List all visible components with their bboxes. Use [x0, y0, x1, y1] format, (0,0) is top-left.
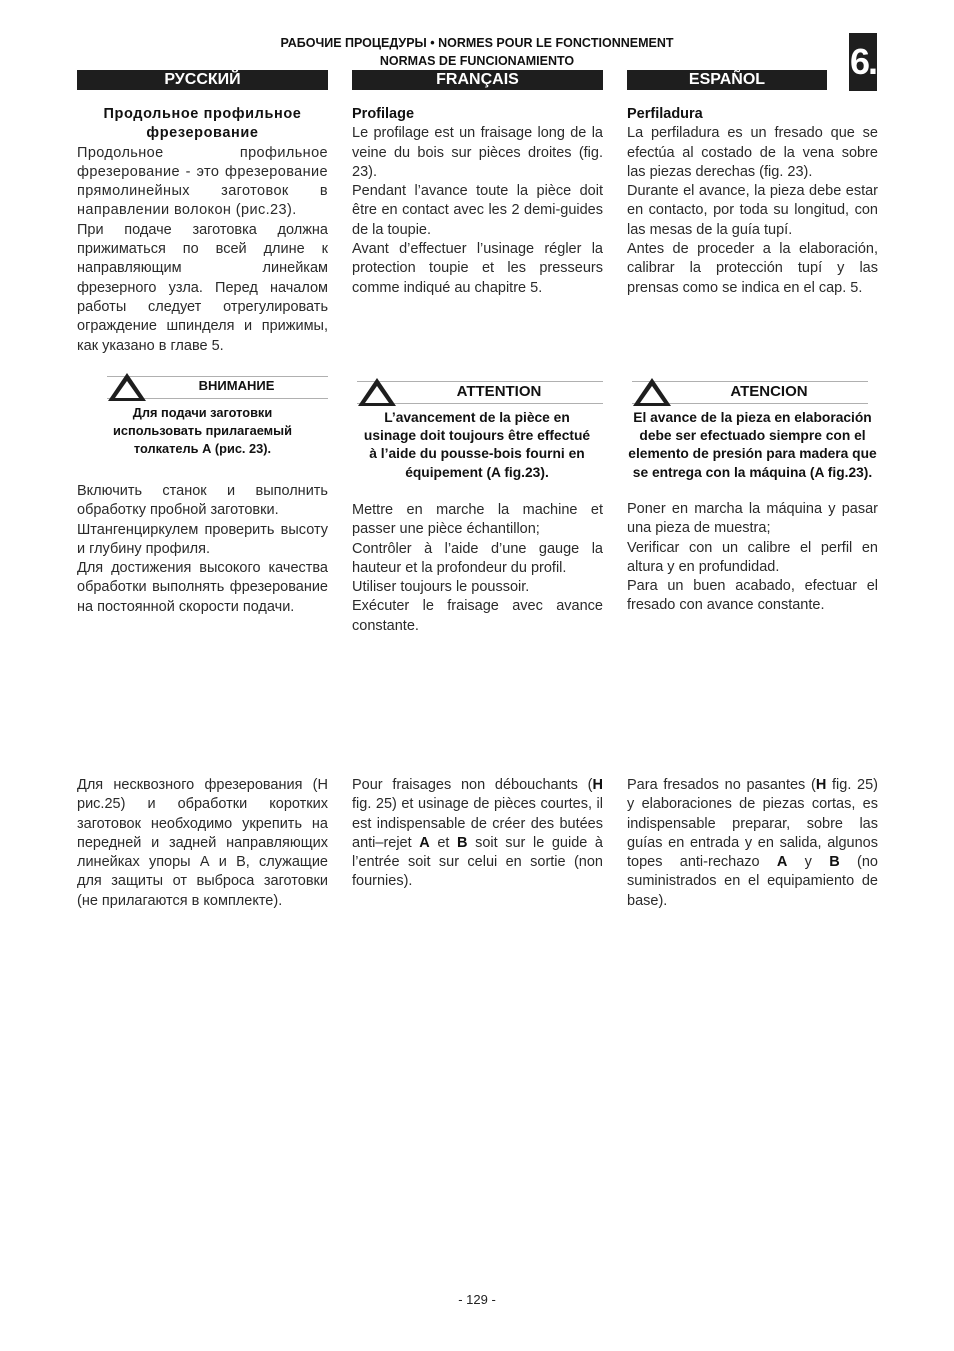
spanish-column-middle [627, 500, 878, 616]
section-header-line1: РАБОЧИЕ ПРОЦЕДУРЫ • NORMES POUR LE FONCTIONNEMENT [280, 36, 674, 50]
spanish-column-bottom [627, 776, 878, 911]
russian-warning-box [77, 376, 328, 459]
french-warning-text: L’avancement de la pièce en usinage doit toujours être effectué à l’aide du pousse-bois fourni en équipement (A fig.23). [363, 410, 591, 480]
spanish-warning-text: El avance de la pieza en elaboración debe ser efectuado siempre con el elemento de presión para madera que se entrega con la máquina (A fig.23). [628, 410, 877, 480]
russian-step-measure: Штангенциркулем проверить высоту и глубину профиля. [77, 521, 328, 557]
spanish-intro-paragraph: La perfiladura es un fresado que se efectúa al costado de la vena sobre las piezas derechas (fig. 23). [627, 125, 878, 180]
spanish-step-start: Poner en marcha la máquina y pasar una pieza de muestra; [627, 501, 878, 537]
russian-warning-label: ВНИМАНИЕ [198, 378, 275, 393]
french-setup-paragraph: Avant d’effectuer l’usinage régler la protection toupie et les presseurs comme indiqué au chapitre 5. [352, 241, 603, 296]
russian-warning-text: Для подачи заготовки использовать прилагаемый толкатель А (рис. 23). [113, 405, 292, 457]
french-intro-paragraph: Le profilage est un fraisage long de la veine du bois sur pièces droites (fig. 23). [352, 125, 603, 180]
page-number: - 129 - [458, 1292, 496, 1307]
french-column-bottom [352, 776, 603, 892]
spanish-step-gauge: Verificar con un calibre el perfil en altura y en profundidad. [627, 539, 878, 575]
french-column-middle [352, 501, 603, 636]
section-header-line2: NORMAS DE FUNCIONAMIENTO [379, 54, 575, 68]
russian-section-title: Продольное профильное фрезерование [103, 106, 302, 142]
french-section-title: Profilage [352, 106, 415, 122]
russian-step-start: Включить станок и выполнить обработку пробной заготовки. [77, 483, 328, 519]
warning-triangle-icon [632, 377, 672, 407]
french-feed-paragraph: Pendant l’avance toute la pièce doit être en contact avec les 2 demi-guides de la toupie. [352, 183, 603, 238]
warning-triangle-icon [357, 377, 397, 407]
french-stops-paragraph: Pour fraisages non débouchants (H fig. 25) et usinage de pièces courtes, il est indispensable de créer des butées anti–rejet A et B soit sur le guide à l’entrée soit sur celui en sortie (non fournies). [352, 777, 603, 890]
french-step-constant: Exécuter le fraisage avec avance constante. [352, 598, 603, 634]
russian-column-top [77, 105, 328, 356]
french-step-pusher: Utiliser toujours le poussoir. [352, 579, 530, 596]
language-bar-russian: РУССКИЙ [77, 70, 328, 90]
spanish-column-top [627, 105, 878, 298]
warning-triangle-icon [107, 372, 147, 402]
french-warning-box [327, 381, 603, 482]
russian-feed-paragraph: При подаче заготовка должна прижиматься по всей длине к направляющим линейкам фрезерного узла. Перед началом работы следует отрегулировать ограждение шпинделя и прижимы, как указано в главе 5. [77, 221, 328, 354]
chapter-number-badge: 6. [849, 33, 877, 91]
french-step-start: Mettre en marche la machine et passer une pièce échantillon; [352, 502, 603, 538]
spanish-feed-paragraph: Durante el avance, la pieza debe estar en contacto, por toda su longitud, con las mesas de la guía tupí. [627, 183, 878, 238]
spanish-setup-paragraph: Antes de proceder a la elaboración, calibrar la protección tupí y las prensas como se indica en el cap. 5. [627, 241, 878, 296]
french-column-top [352, 105, 603, 298]
russian-stops-paragraph: Для несквозного фрезерования (Н рис.25) и обработки коротких заготовок необходимо укрепить на передней и задней направляющих линейках упоры А и В, служащие для защиты от выброса заготовки (не прилагаются в комплекте). [77, 777, 328, 909]
russian-column-bottom [77, 776, 328, 911]
spanish-section-title: Perfiladura [627, 106, 703, 122]
russian-intro-paragraph: Продольное профильное фрезерование - это фрезерование прямолинейных заготовок в направлении волокон (рис.23). [77, 144, 328, 219]
spanish-warning-label: ATENCION [730, 383, 808, 400]
language-bar-french: FRANÇAIS [352, 70, 603, 90]
french-warning-label: ATTENTION [456, 383, 542, 400]
spanish-stops-paragraph: Para fresados no pasantes (H fig. 25) y elaboraciones de piezas cortas, es indispensable preparar, sobre las guías en entrada y en salida, algunos topes anti-rechazo A y B (no suministrados en el equipamiento de base). [627, 777, 878, 909]
spanish-step-constant: Para un buen acabado, efectuar el fresado con avance constante. [627, 578, 878, 614]
spanish-warning-box [602, 381, 878, 482]
language-bar-spanish: ESPAÑOL [627, 70, 827, 90]
russian-column-middle [77, 482, 328, 617]
french-step-gauge: Contrôler à l’aide d’une gauge la hauteur et la profondeur du profil. [352, 540, 603, 576]
russian-step-finish: Для достижения высокого качества обработки выполнять фрезерование на постоянной скорости подачи. [77, 560, 328, 615]
